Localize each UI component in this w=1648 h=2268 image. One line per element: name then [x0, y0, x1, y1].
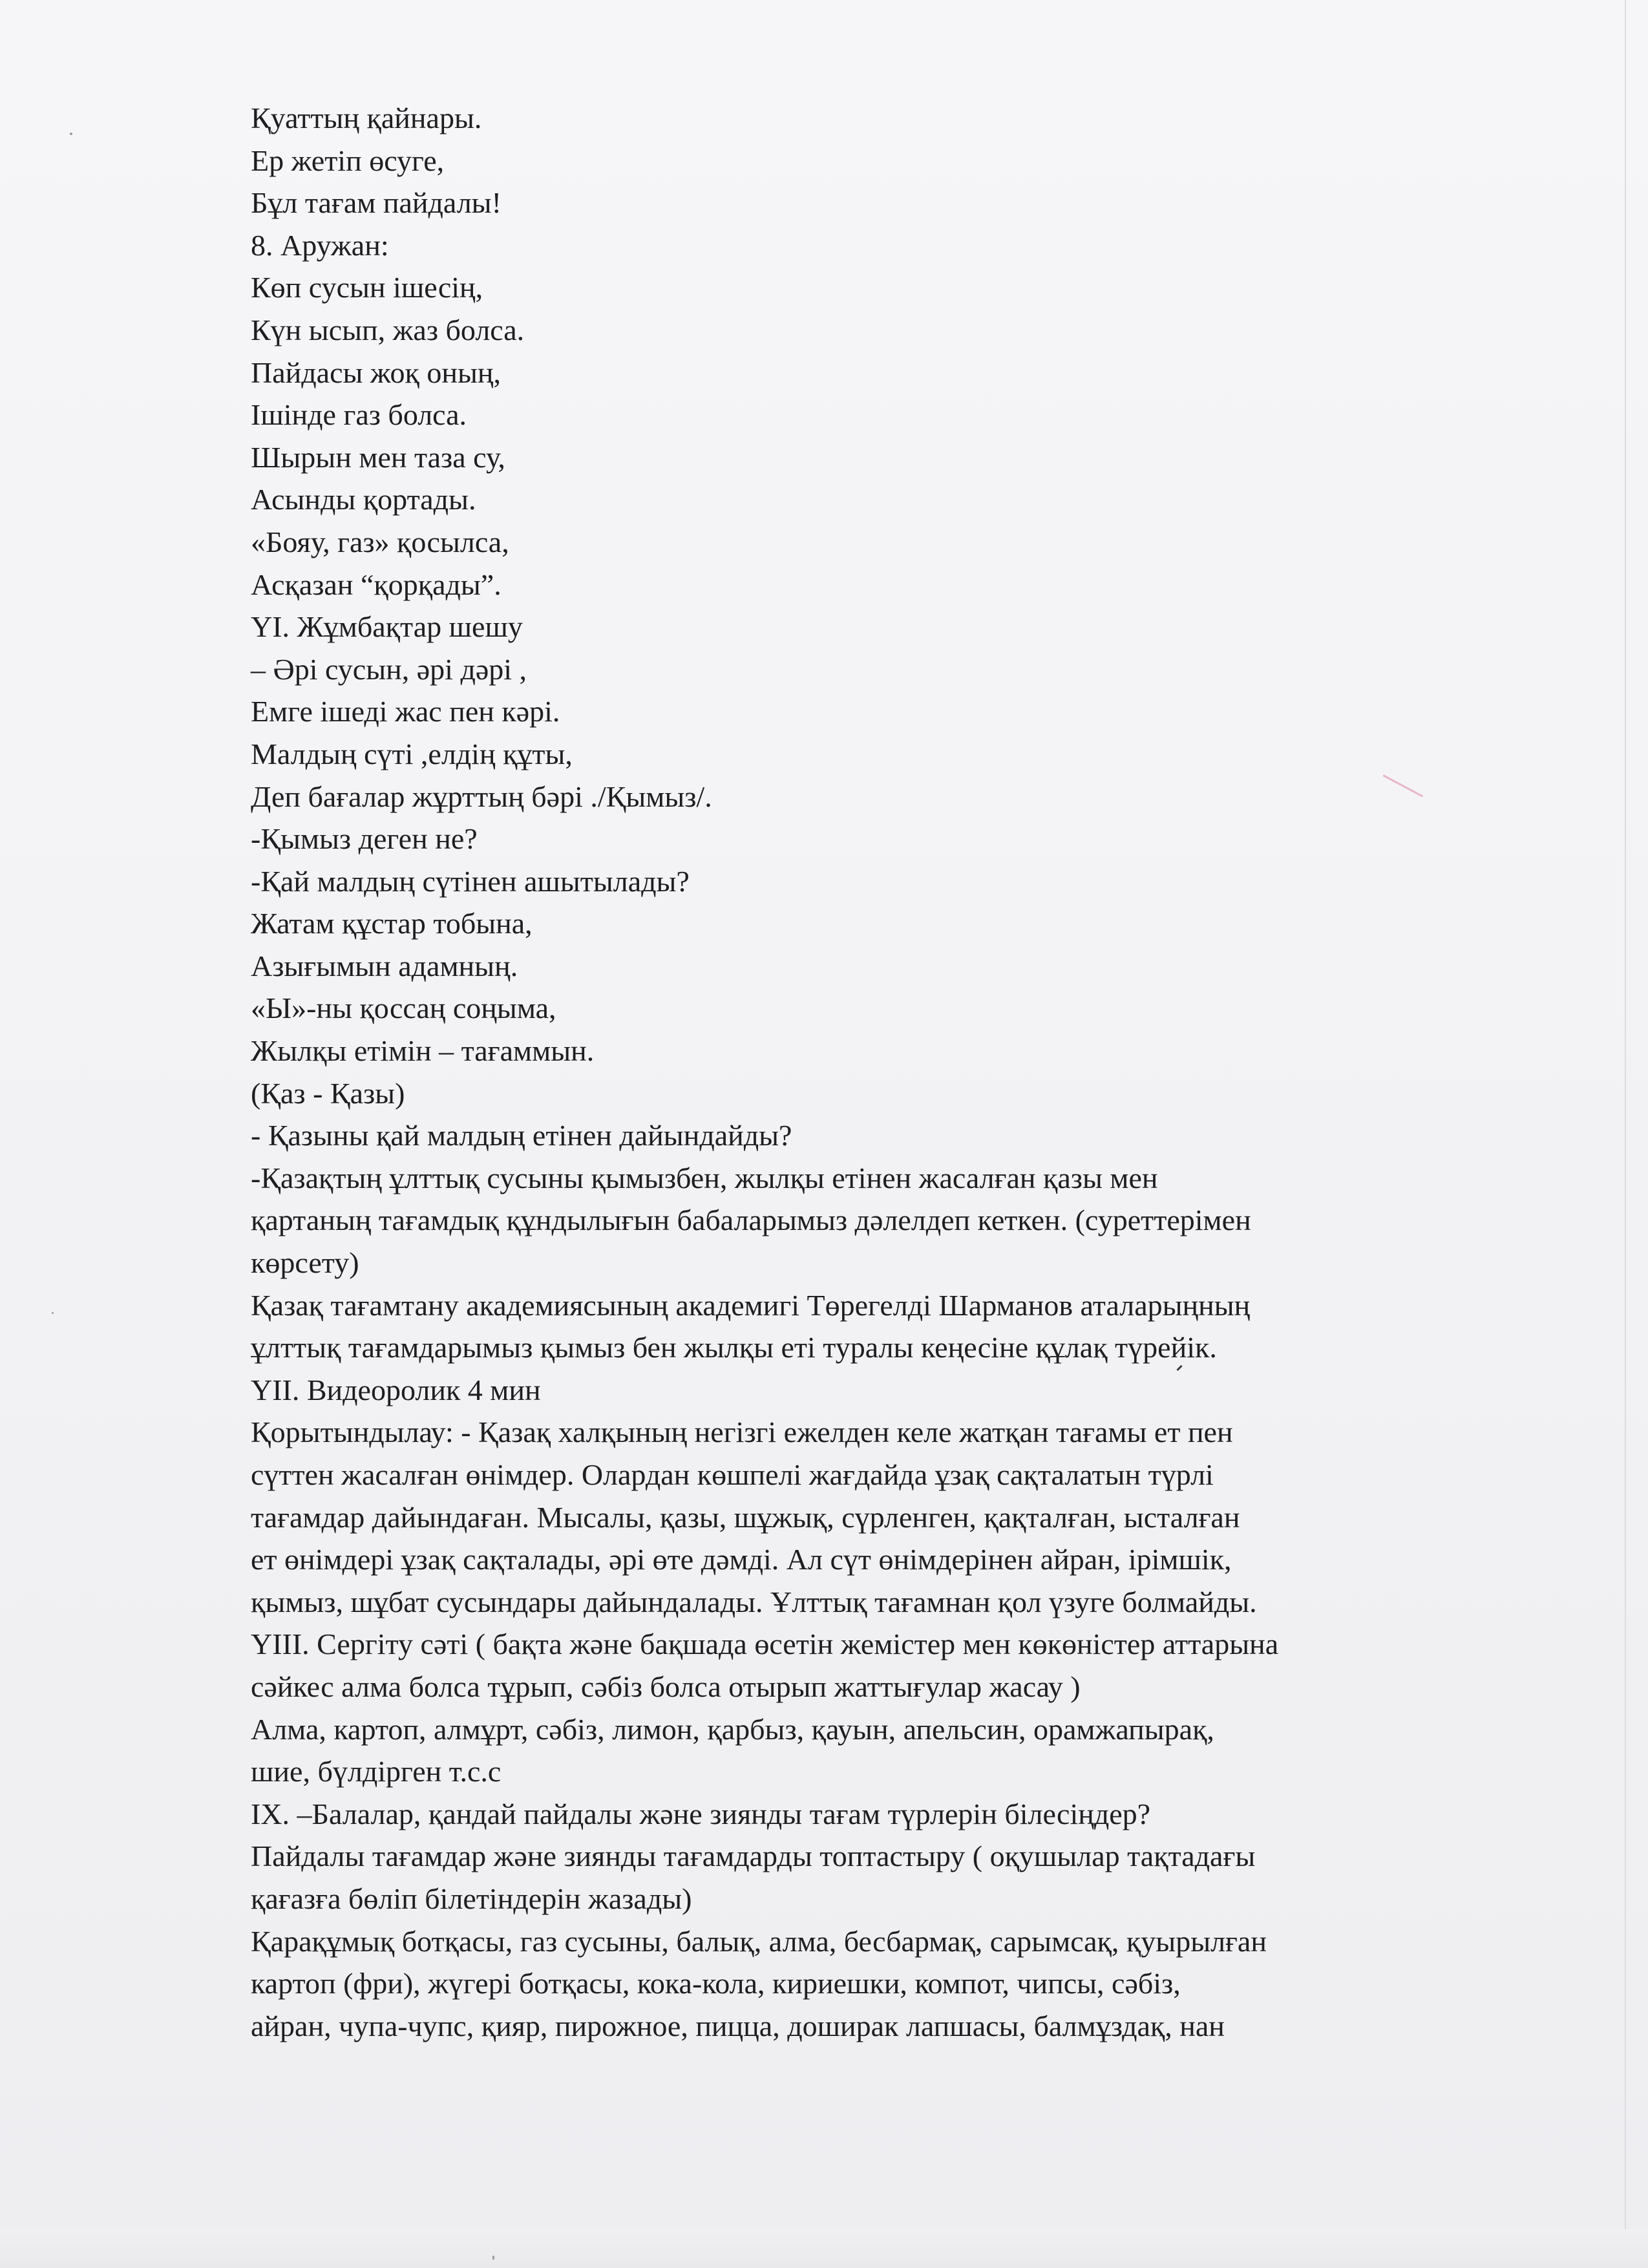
text-line: – Әрі сусын, әрі дәрі , — [251, 652, 527, 686]
text-line: Деп бағалар жұрттың бәрі ./Қымыз/. — [251, 779, 712, 813]
text-line: Жатам құстар тобына, — [251, 907, 533, 940]
speaker-heading: 8. Аружан: — [251, 228, 389, 262]
text-line: Көп сусын ішесің, — [251, 271, 483, 304]
text-line: шие, бүлдірген т.с.с — [251, 1755, 502, 1788]
section-heading: ҮІІІ. Сергіту сәті ( бақта және бақшада өсетін жемістер мен көкөністер аттарына — [251, 1627, 1279, 1661]
text-line: -Қымыз деген не? — [251, 822, 478, 856]
section-heading: ҮІ. Жұмбақтар шешу — [251, 610, 523, 644]
text-line: -Қазақтың ұлттық сусыны қымызбен, жылқы етінен жасалған қазы мен — [251, 1161, 1158, 1194]
text-line: сәйкес алма болса тұрып, сәбіз болса отырып жаттығулар жасау ) — [251, 1669, 1081, 1703]
text-line: Шырын мен таза су, — [251, 440, 505, 474]
text-line: Қорытындылау: - Қазақ халқының негізгі ежелден келе жатқан тағамы ет пен — [251, 1415, 1233, 1449]
text-line: қымыз, шұбат сусындары дайындалады. Ұлттық тағамнан қол үзуге болмайды. — [251, 1585, 1257, 1618]
text-line: Ішінде газ болса. — [251, 398, 467, 432]
text-line: қағазға бөліп білетіндерін жазады) — [251, 1881, 692, 1915]
scan-speck — [492, 2256, 494, 2260]
text-line: айран, чупа-чупс, қияр, пирожное, пицца, доширак лапшасы, балмұздақ, нан — [251, 2009, 1225, 2042]
text-line: «Бояу, газ» қосылса, — [251, 525, 509, 558]
text-line: Қуаттың қайнары. — [251, 101, 482, 134]
text-line: ұлттық тағамдарымыз қымыз бен жылқы еті туралы кеңесіне құлақ түрейік. — [251, 1331, 1217, 1364]
text-line: көрсету) — [251, 1246, 359, 1280]
section-heading: ІХ. –Балалар, қандай пайдалы және зиянды тағам түрлерін білесіңдер? — [251, 1797, 1151, 1830]
document-text — [251, 97, 1550, 2047]
text-line: «Ы»-ны қоссаң соңыма, — [251, 991, 556, 1025]
text-line: Қарақұмық ботқасы, газ сусыны, балық, алма, бесбармақ, сарымсақ, қуырылған — [251, 1924, 1267, 1958]
section-heading: ҮІІ. Видеоролик 4 мин — [251, 1373, 541, 1406]
text-line: Ер жетіп өсуге, — [251, 143, 445, 177]
text-line: Пайдалы тағамдар және зиянды тағамдарды топтастыру ( оқушылар тақтадағы — [251, 1839, 1256, 1873]
scan-speck — [52, 1312, 54, 1314]
text-line: ет өнімдері ұзақ сақталады, әрі өте дәмді. Ал сүт өнімдерінен айран, ірімшік, — [251, 1543, 1232, 1576]
text-line: Пайдасы жоқ оның, — [251, 355, 502, 389]
text-line: Малдың сүті ,елдің құты, — [251, 737, 573, 770]
text-line: қартаның тағамдық құндылығын бабаларымыз дәлелдеп кеткен. (суреттерімен — [251, 1203, 1251, 1237]
text-line: тағамдар дайындаған. Мысалы, қазы, шұжық, сүрленген, қақталған, ысталған — [251, 1500, 1240, 1534]
text-line: Алма, картоп, алмұрт, сәбіз, лимон, қарбыз, қауын, апельсин, орамжапырақ, — [251, 1712, 1214, 1746]
page-edge-shadow — [1625, 0, 1626, 2268]
text-line: Азығымын адамның. — [251, 949, 518, 982]
text-line: Бұл тағам пайдалы! — [251, 186, 502, 220]
text-line: (Қаз - Қазы) — [251, 1076, 405, 1110]
text-line: сүттен жасалған өнімдер. Олардан көшпелі жағдайда ұзақ сақталатын түрлі — [251, 1458, 1214, 1491]
scanner-bottom-band — [0, 2229, 1648, 2268]
scan-speck — [70, 132, 72, 135]
text-line: Асынды қортады. — [251, 483, 476, 516]
text-line: - Қазыны қай малдың етінен дайындайды? — [251, 1119, 792, 1152]
text-line: Емге ішеді жас пен кәрі. — [251, 695, 560, 728]
text-line: Жылқы етімін – тағаммын. — [251, 1034, 595, 1068]
text-line: картоп (фри), жүгері ботқасы, кока-кола, кириешки, компот, чипсы, сәбіз, — [251, 1967, 1181, 2000]
text-line: Күн ысып, жаз болса. — [251, 313, 525, 346]
text-line: -Қай малдың сүтінен ашытылады? — [251, 864, 690, 898]
text-line: Асқазан “қорқады”. — [251, 567, 502, 601]
text-line: Қазақ тағамтану академиясының академигі Төрегелді Шарманов аталарыңның — [251, 1288, 1251, 1322]
